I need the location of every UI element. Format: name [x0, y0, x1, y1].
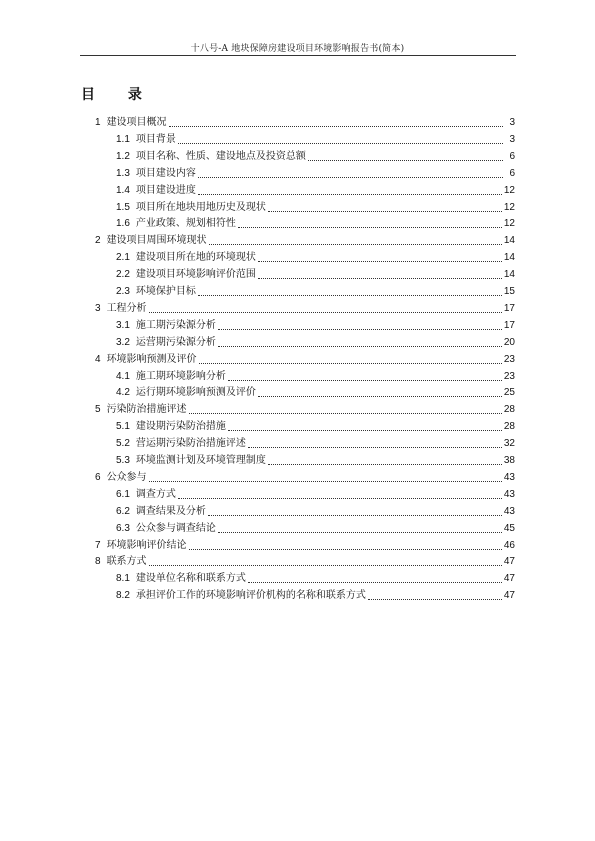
- toc-entry-page-number: 6: [509, 167, 515, 179]
- toc-entry[interactable]: [95, 113, 515, 129]
- toc-entry-page-number: 14: [503, 252, 515, 264]
- toc-entry-page-number: 14: [503, 269, 515, 281]
- toc-entry-page-number: 43: [503, 488, 515, 500]
- toc-entry-number: 4: [95, 353, 101, 365]
- toc-entry[interactable]: [95, 299, 515, 315]
- toc-entry[interactable]: [95, 552, 515, 568]
- toc-dot-leader: [209, 234, 502, 245]
- toc-entry-label: 环境影响预测及评价: [106, 353, 197, 365]
- toc-entry-label: 运营期污染源分析: [135, 336, 216, 348]
- toc-entry[interactable]: [116, 383, 515, 399]
- toc-dot-leader: [178, 488, 502, 499]
- toc-entry-label: 建设期污染防治措施: [135, 421, 226, 433]
- toc-entry-label: 施工期污染源分析: [135, 319, 216, 331]
- toc-entry[interactable]: [116, 147, 515, 163]
- toc-dot-leader: [198, 184, 502, 195]
- toc-entry-number: 1.3: [116, 167, 130, 179]
- toc-entry-page-number: 3: [509, 133, 515, 145]
- toc-entry-page-number: 12: [503, 184, 515, 196]
- toc-entry-label: 环境监测计划及环境管理制度: [135, 455, 266, 466]
- toc-entry-number: 1.2: [116, 150, 130, 162]
- toc-dot-leader: [169, 116, 503, 127]
- toc-dot-leader: [368, 589, 502, 600]
- toc-entry-number: 8: [95, 556, 101, 568]
- toc-entry-page-number: 17: [503, 302, 515, 314]
- toc-entry-number: 1.5: [116, 201, 130, 213]
- toc-entry[interactable]: [116, 434, 515, 450]
- toc-entry-label: 调查结果及分析: [135, 505, 206, 517]
- toc-entry-page-number: 32: [503, 438, 515, 450]
- toc-entry-number: 3: [95, 302, 101, 314]
- toc-entry-label: 建设项目周围环境现状: [106, 235, 207, 247]
- toc-entry[interactable]: [116, 130, 515, 146]
- toc-entry[interactable]: [116, 569, 515, 585]
- toc-entry[interactable]: [95, 400, 515, 416]
- toc-entry-label: 项目建设内容: [135, 167, 196, 179]
- toc-entry-page-number: 23: [503, 353, 515, 365]
- toc-dot-leader: [248, 572, 502, 583]
- toc-dot-leader: [208, 505, 502, 516]
- toc-dot-leader: [268, 201, 502, 212]
- toc-entry-label: 营运期污染防治措施评述: [135, 438, 246, 450]
- toc-entry-label: 环境影响评价结论: [106, 539, 187, 551]
- toc-entry[interactable]: [116, 367, 515, 383]
- toc-entry[interactable]: [116, 248, 515, 264]
- toc-entry-label: 运行期环境影响预测及评价: [135, 387, 256, 399]
- toc-dot-leader: [258, 268, 502, 279]
- toc-entry-number: 2.2: [116, 269, 130, 281]
- toc-entry-label: 项目背景: [135, 133, 176, 145]
- toc-title: 目 录: [81, 87, 156, 103]
- header-rule: [80, 55, 516, 56]
- toc-dot-leader: [258, 251, 502, 262]
- toc-entry-page-number: 17: [503, 319, 515, 331]
- toc-dot-leader: [228, 420, 502, 431]
- toc-entry-page-number: 47: [503, 590, 515, 602]
- toc-entry-page-number: 23: [503, 370, 515, 382]
- toc-entry-number: 3.1: [116, 319, 130, 331]
- toc-entry-label: 施工期环境影响分析: [135, 370, 226, 382]
- toc-entry-page-number: 45: [503, 522, 515, 534]
- toc-entry-page-number: 20: [503, 336, 515, 348]
- toc-dot-leader: [238, 217, 502, 228]
- toc-entry-page-number: 47: [503, 573, 515, 585]
- toc-entry-label: 项目所在地块用地历史及现状: [135, 201, 266, 213]
- toc-entry-page-number: 25: [503, 387, 515, 399]
- toc-entry-number: 1: [95, 117, 101, 128]
- toc-entry[interactable]: [95, 468, 515, 484]
- toc-entry-page-number: 38: [503, 455, 515, 466]
- toc-dot-leader: [189, 539, 502, 550]
- toc-entry-number: 6.3: [116, 522, 130, 534]
- running-header: 十八号-A 地块保障房建设项目环境影响报告书(简本): [190, 44, 405, 54]
- toc-entry-number: 3.2: [116, 336, 130, 348]
- toc-entry-number: 6.1: [116, 488, 130, 500]
- toc-entry-page-number: 12: [503, 201, 515, 213]
- toc-entry-label: 建设项目概况: [106, 117, 167, 128]
- toc-dot-leader: [308, 150, 503, 161]
- toc-entry-number: 8.1: [116, 573, 130, 585]
- toc-entry-page-number: 43: [503, 505, 515, 517]
- toc-dot-leader: [149, 302, 502, 313]
- toc-entry-number: 4.1: [116, 370, 130, 382]
- toc-entry-number: 2.1: [116, 252, 130, 264]
- toc-dot-leader: [228, 370, 502, 381]
- toc-entry-number: 5.2: [116, 438, 130, 450]
- toc-entry[interactable]: [116, 519, 515, 535]
- toc-entry[interactable]: [116, 198, 515, 214]
- toc-entry-number: 5.1: [116, 421, 130, 433]
- toc-entry-page-number: 3: [509, 117, 515, 128]
- toc-entry-label: 产业政策、规划相符性: [135, 218, 236, 230]
- toc-entry[interactable]: [116, 181, 515, 197]
- toc-dot-leader: [198, 167, 503, 178]
- toc-entry-number: 1.1: [116, 133, 130, 145]
- toc-entry[interactable]: [116, 586, 515, 602]
- toc-dot-leader: [218, 319, 502, 330]
- toc-entry-page-number: 14: [503, 235, 515, 247]
- toc-entry[interactable]: [116, 333, 515, 349]
- toc-entry-number: 7: [95, 539, 101, 551]
- toc-dot-leader: [248, 437, 502, 448]
- toc-dot-leader: [178, 133, 503, 144]
- toc-entry-page-number: 46: [503, 539, 515, 551]
- toc-entry-page-number: 28: [503, 404, 515, 416]
- toc-entry-label: 污染防治措施评述: [106, 404, 187, 416]
- toc-entry-page-number: 43: [503, 471, 515, 483]
- toc-entry-number: 5: [95, 404, 101, 416]
- toc-entry[interactable]: [116, 485, 515, 501]
- toc-entry-label: 工程分析: [106, 302, 147, 314]
- toc-entry[interactable]: [116, 214, 515, 230]
- toc-dot-leader: [198, 285, 502, 296]
- toc-entry[interactable]: [116, 316, 515, 332]
- toc-entry-number: 8.2: [116, 590, 130, 602]
- toc-entry-label: 建设项目所在地的环境现状: [135, 252, 256, 264]
- toc-entry-page-number: 12: [503, 218, 515, 230]
- toc-entry-number: 5.3: [116, 455, 130, 466]
- toc-entry-page-number: 6: [509, 150, 515, 162]
- toc-entry-page-number: 47: [503, 556, 515, 568]
- toc-dot-leader: [149, 555, 502, 566]
- toc-entry[interactable]: [116, 265, 515, 281]
- toc-entry[interactable]: [116, 164, 515, 180]
- toc-entry-number: 2.3: [116, 286, 130, 297]
- toc-entry-label: 项目名称、性质、建设地点及投资总额: [135, 150, 306, 162]
- toc-dot-leader: [149, 471, 502, 482]
- toc-dot-leader: [268, 454, 502, 465]
- toc-entry[interactable]: [116, 451, 515, 467]
- toc-entry-label: 建设项目环境影响评价范围: [135, 269, 256, 281]
- toc-entry-number: 6: [95, 471, 101, 483]
- toc-entry[interactable]: [95, 350, 515, 366]
- toc-dot-leader: [218, 522, 502, 533]
- toc-entry-label: 环境保护目标: [135, 286, 196, 297]
- toc-dot-leader: [258, 386, 502, 397]
- toc-entry[interactable]: [95, 231, 515, 247]
- toc-dot-leader: [199, 353, 502, 364]
- toc-entry-label: 项目建设进度: [135, 184, 196, 196]
- toc-entry-number: 6.2: [116, 505, 130, 517]
- toc-entry-number: 2: [95, 235, 101, 247]
- toc-entry-number: 1.6: [116, 218, 130, 230]
- toc-entry-page-number: 28: [503, 421, 515, 433]
- toc-entry-label: 联系方式: [106, 556, 147, 568]
- toc-entry[interactable]: [116, 282, 515, 298]
- toc-entry-label: 公众参与调查结论: [135, 522, 216, 534]
- toc-entry[interactable]: [116, 417, 515, 433]
- toc-entry-label: 调查方式: [135, 488, 176, 500]
- toc-dot-leader: [218, 336, 502, 347]
- toc-entry[interactable]: [116, 502, 515, 518]
- toc-entry-page-number: 15: [503, 286, 515, 297]
- toc-entry-label: 承担评价工作的环境影响评价机构的名称和联系方式: [135, 590, 366, 602]
- toc-entry-number: 1.4: [116, 184, 130, 196]
- toc-entry-label: 建设单位名称和联系方式: [135, 573, 246, 585]
- toc-entry-label: 公众参与: [106, 471, 147, 483]
- toc-entry-number: 4.2: [116, 387, 130, 399]
- toc-dot-leader: [189, 403, 502, 414]
- toc-entry[interactable]: [95, 536, 515, 552]
